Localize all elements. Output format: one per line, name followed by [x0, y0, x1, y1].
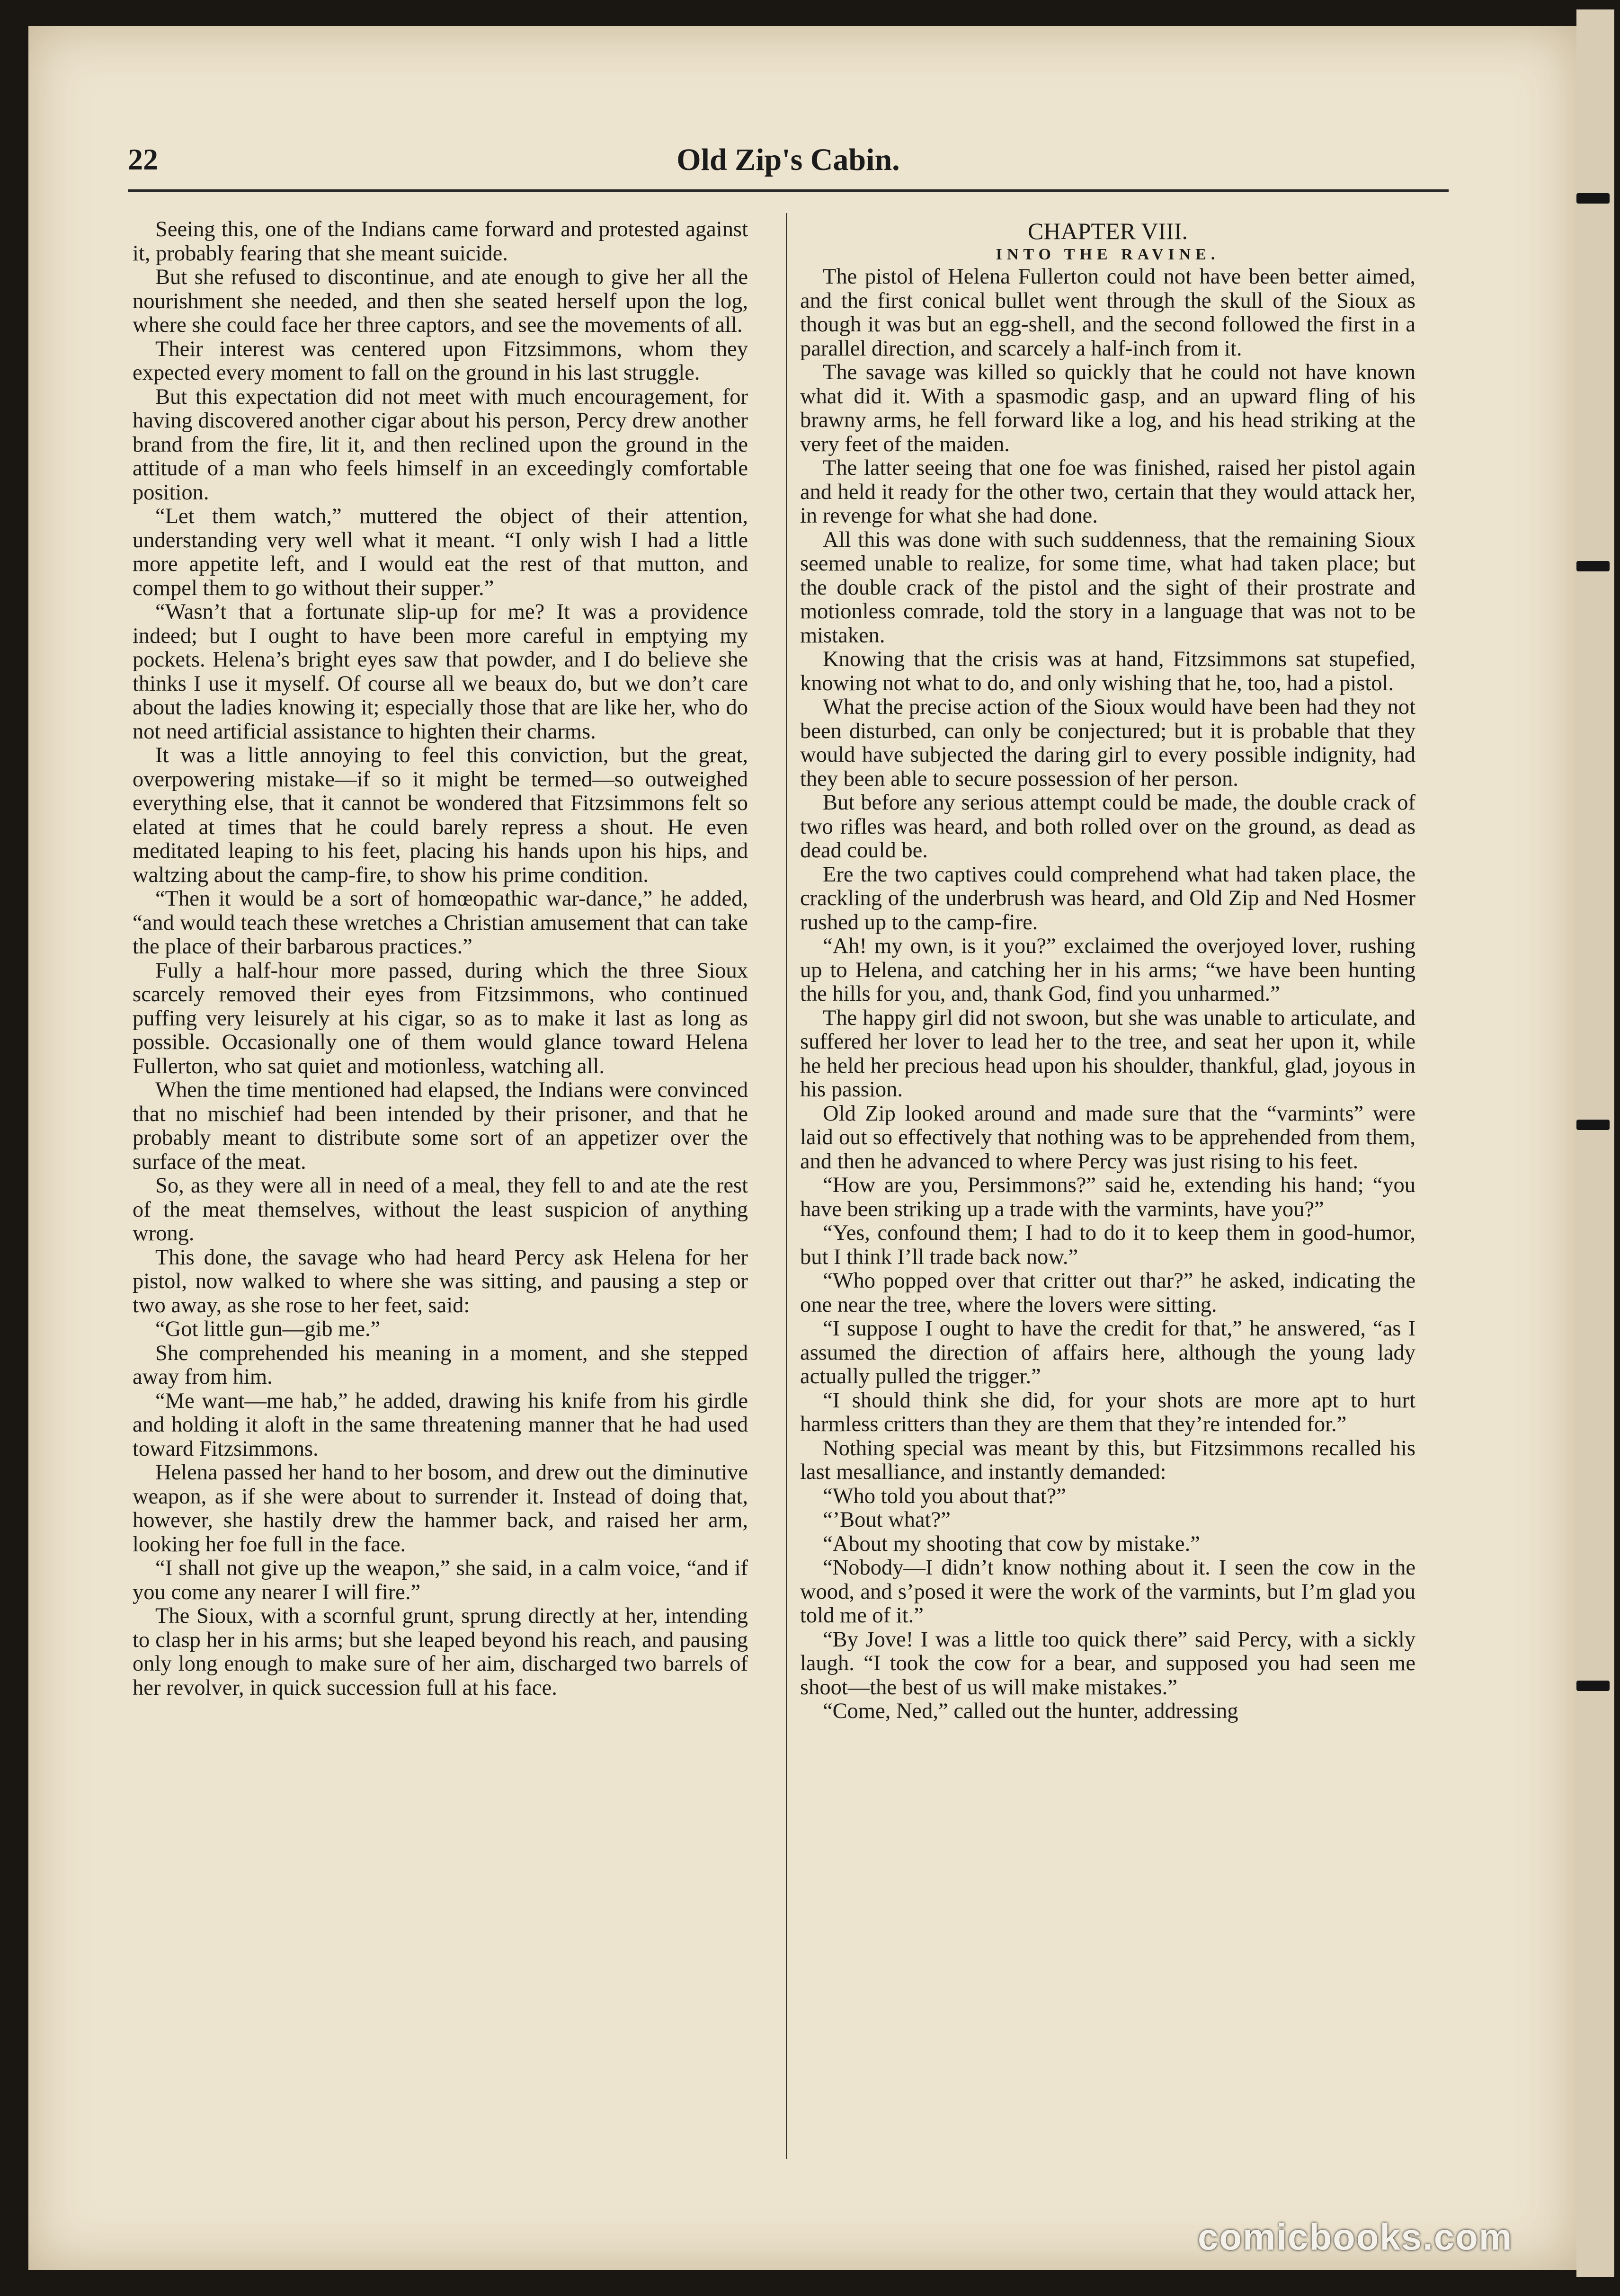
paragraph: Nothing special was meant by this, but Fitzsimmons recalled his last mesalliance, and instantly demanded: [800, 1436, 1415, 1484]
paragraph: “How are you, Persimmons?” said he, extending his hand; “you have been striking up a trade with the varmints, have you?” [800, 1173, 1415, 1221]
paragraph: “Ah! my own, is it you?” exclaimed the overjoyed lover, rushing up to Helena, and catching her in his arms; “we have been hunting the hills for you, and, thank God, find you unharmed.” [800, 934, 1415, 1006]
binding-staple [1576, 561, 1610, 571]
paragraph: All this was done with such suddenness, that the remaining Sioux seemed unable to realize, for some time, what had taken place; but the double crack of the pistol and the sight of their prostrate and motionless comrade, told the story in a language that was not to be mistaken. [800, 527, 1415, 648]
paragraph: What the precise action of the Sioux would have been had they not been disturbed, can only be conjectured; but it is probable that they would have subjected the daring girl to every possible indignity, had they been able to secure possession of her person. [800, 695, 1415, 791]
binding-staple [1576, 193, 1610, 204]
paragraph: The pistol of Helena Fullerton could not have been better aimed, and the first conical bullet went through the skull of the Sioux as though it was but an egg-shell, and the second followed the first in a parallel direction, and scarcely a half-inch from it. [800, 265, 1415, 361]
page-number: 22 [128, 142, 158, 176]
paragraph: So, as they were all in need of a meal, they fell to and ate the rest of the meat themselves, without the least suspicion of anything wrong. [133, 1174, 748, 1246]
paragraph: Old Zip looked around and made sure that the “varmints” were laid out so effectively that nothing was to be apprehended from them, and then he advanced to where Percy was just rising to his feet. [800, 1101, 1415, 1174]
paragraph: “About my shooting that cow by mistake.” [823, 1531, 1200, 1556]
binding-staple [1576, 1681, 1610, 1691]
paragraph: Ere the two captives could comprehend what had taken place, the crackling of the underbrush was heard, and Old Zip and Ned Hosmer rushed up to the camp-fire. [800, 862, 1415, 934]
binding-staple [1576, 1120, 1610, 1130]
right-column [800, 218, 1415, 2163]
page-header [128, 142, 1449, 194]
paragraph: Knowing that the crisis was at hand, Fitzsimmons sat stupefied, knowing not what to do, and only wishing that he, too, had a pistol. [800, 647, 1415, 695]
paragraph: Their interest was centered upon Fitzsimmons, whom they expected every moment to fall on the ground in his last struggle. [133, 337, 748, 385]
paragraph: The latter seeing that one foe was finished, raised her pistol again and held it ready for the other two, certain that they would attack her, in revenge for what she had done. [800, 456, 1415, 528]
paragraph: “I shall not give up the weapon,” she said, in a calm voice, “and if you come any nearer I will fire.” [133, 1556, 748, 1604]
paragraph: “Yes, confound them; I had to do it to keep them in good-humor, but I think I’ll trade back now.” [800, 1221, 1415, 1269]
paragraph: When the time mentioned had elapsed, the Indians were convinced that no mischief had been intended by their prisoner, and that he probably meant to distribute some sort of an appetizer over the surface of the meat. [133, 1078, 748, 1174]
paragraph: “I suppose I ought to have the credit for that,” he answered, “as I assumed the direction of affairs here, although the young lady actually pulled the trigger.” [800, 1317, 1415, 1388]
paragraph: The savage was killed so quickly that he could not have known what did it. With a spasmodic gasp, and an upward fling of his brawny arms, he fell forward like a log, and his head striking at the very feet of the maiden. [800, 360, 1415, 456]
paragraph: “Nobody—I didn’t know nothing about it. I seen the cow in the wood, and s’posed it were the work of the varmints, but I’m glad you told me of it.” [800, 1556, 1415, 1628]
paragraph: Seeing this, one of the Indians came forward and protested against it, probably fearing that she meant suicide. [133, 218, 748, 266]
paragraph: But this expectation did not meet with much encouragement, for having discovered another cigar about his person, Percy drew another brand from the fire, lit it, and then reclined upon the ground in the attitude of a man who feels himself in an exceedingly comfortable position. [133, 384, 748, 505]
paragraph: Helena passed her hand to her bosom, and drew out the diminutive weapon, as if she were about to surrender it. Instead of doing that, however, she hastily drew the hammer back, and raised her arm, looking her foe full in the face. [133, 1460, 748, 1557]
paragraph: But before any serious attempt could be made, the double crack of two rifles was heard, and both rolled over on the ground, as dead as dead could be. [800, 791, 1415, 863]
page-edge [1576, 9, 1614, 2277]
paragraph: “By Jove! I was a little too quick there” said Percy, with a sickly laugh. “I took the cow for a bear, and supposed you had seen me shoot—the best of us will make mistakes.” [800, 1627, 1415, 1700]
chapter-title: CHAPTER VIII. [1028, 218, 1188, 244]
paragraph: She comprehended his meaning in a moment, and she stepped away from him. [133, 1341, 748, 1389]
paragraph: “Let them watch,” muttered the object of their attention, understanding very well what it meant. “I only wish I had a little more appetite left, and I would eat the rest of that mutton, and compel them to go without their supper.” [133, 504, 748, 600]
running-title: Old Zip's Cabin. [676, 142, 900, 177]
watermark: comicbooks.com [1198, 2216, 1513, 2258]
paragraph: But she refused to discontinue, and ate enough to give her all the nourishment she needed, and then she seated herself upon the log, where she could face her three captors, and see the movements of all. [133, 265, 748, 337]
paragraph: “I should think she did, for your shots are more apt to hurt harmless critters than they are them that they’re intended for.” [800, 1388, 1415, 1436]
left-column [133, 218, 748, 2163]
paragraph: The happy girl did not swoon, but she was unable to articulate, and suffered her lover to lead her to the tree, and seat her upon it, while he held her precious head upon his shoulder, thankful, glad, joyous in his passion. [800, 1006, 1415, 1102]
paragraph: Fully a half-hour more passed, during which the three Sioux scarcely removed their eyes from Fitzsimmons, who continued puffing very leisurely at his cigar, so as to make it last as long as possible. Occasionally one of them would glance toward Helena Fullerton, who sat quiet and motionless, watching all. [133, 958, 748, 1078]
paragraph: “Then it would be a sort of homœopathic war-dance,” he added, “and would teach these wretches a Christian amusement that can take the place of their barbarous practices.” [133, 887, 748, 959]
chapter-subtitle: INTO THE RAVINE. [996, 246, 1220, 263]
header-rule [128, 189, 1449, 192]
paragraph: “Wasn’t that a fortunate slip-up for me? It was a providence indeed; but I ought to have been more careful in emptying my pockets. Helena’s bright eyes saw that powder, and I do believe she thinks I use it myself. Of course all we beaux do, but we don’t care about the ladies knowing it; especially those that are like her, who do not need artificial assistance to highten their charms. [133, 600, 748, 744]
paragraph: “’Bout what?” [823, 1508, 951, 1532]
paragraph: “Come, Ned,” called out the hunter, addressing [823, 1699, 1238, 1723]
paragraph: “Got little gun—gib me.” [155, 1317, 381, 1341]
paragraph: “Who told you about that?” [823, 1484, 1066, 1508]
column-divider [786, 213, 787, 2159]
paragraph: It was a little annoying to feel this conviction, but the great, overpowering mistake—if so it might be termed—so outweighed everything else, that it cannot be wondered that Fitzsimmons felt so elated at times that he could barely repress a shout. He even meditated leaping to his feet, placing his hands upon his hips, and waltzing about the camp-fire, to show his prime condition. [133, 743, 748, 887]
paragraph: The Sioux, with a scornful grunt, sprung directly at her, intending to clasp her in his arms; but she leaped beyond his reach, and pausing only long enough to make sure of her aim, discharged two barrels of her revolver, in quick succession full at his face. [133, 1604, 748, 1700]
paragraph: This done, the savage who had heard Percy ask Helena for her pistol, now walked to where she was sitting, and pausing a step or two away, as she rose to her feet, said: [133, 1245, 748, 1317]
paragraph: “Who popped over that critter out thar?” he asked, indicating the one near the tree, where the lovers were sitting. [800, 1269, 1415, 1317]
paragraph: “Me want—me hab,” he added, drawing his knife from his girdle and holding it aloft in the same threatening manner that he had used toward Fitzsimmons. [133, 1388, 748, 1461]
